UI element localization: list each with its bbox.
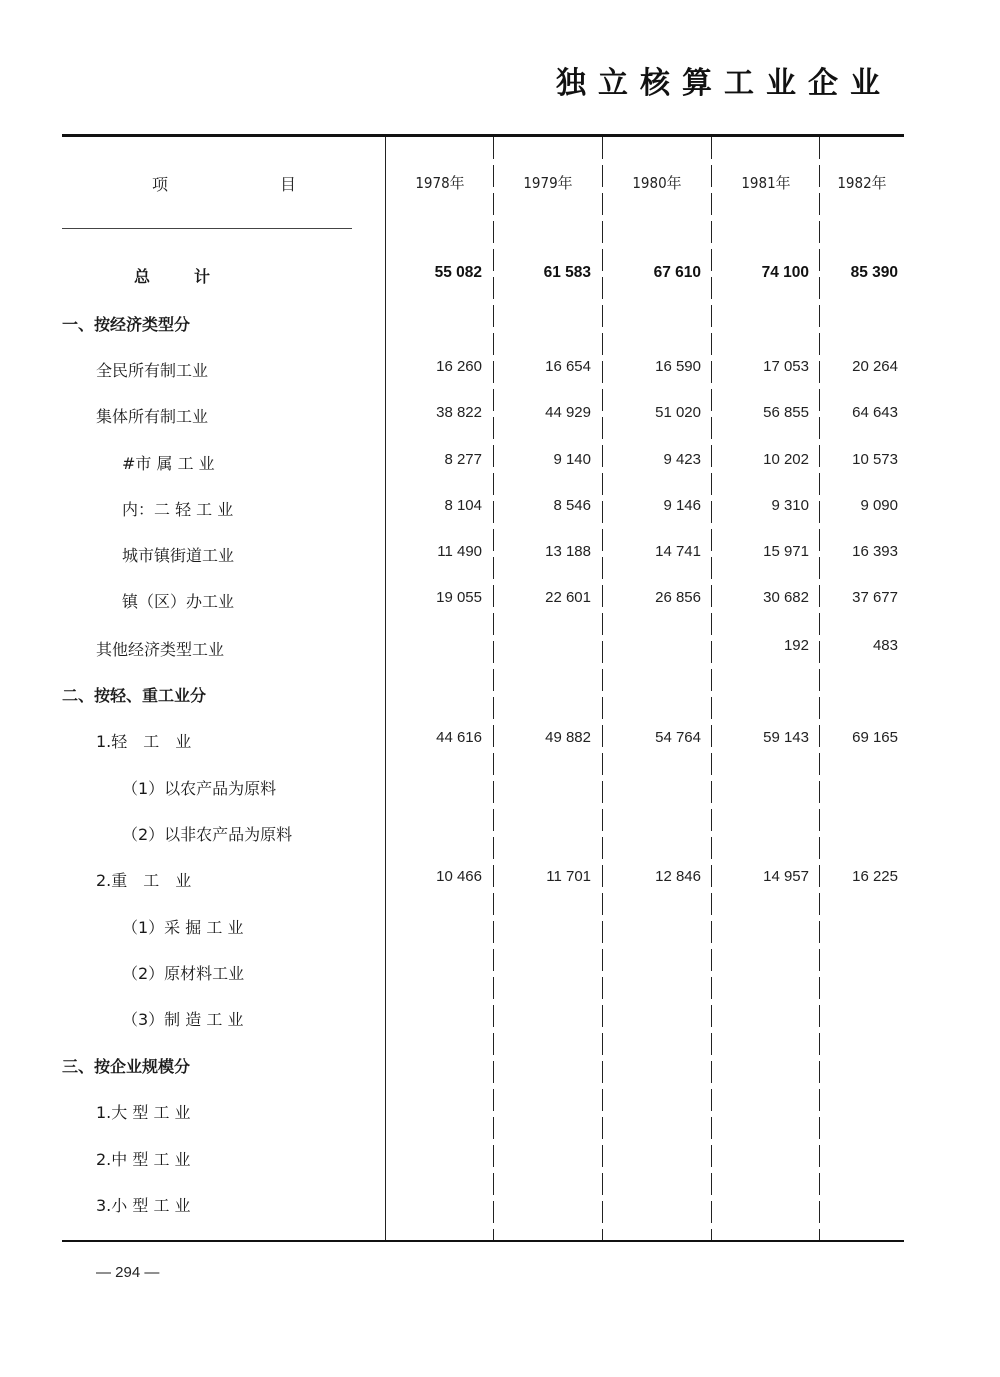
table-row bbox=[0, 543, 1000, 573]
row-label: （1）采 掘 工 业 bbox=[122, 918, 244, 937]
row-value: 44 616 bbox=[436, 729, 482, 746]
row-value: 10 202 bbox=[763, 451, 809, 468]
row-value: 8 546 bbox=[553, 497, 591, 514]
row-label: 二、按轻、重工业分 bbox=[62, 686, 207, 705]
row-label: （1）以农产品为原料 bbox=[122, 779, 277, 798]
row-label: （2）以非农产品为原料 bbox=[122, 825, 293, 844]
header-item-label: 目 bbox=[280, 175, 297, 194]
table-row bbox=[0, 1193, 1000, 1223]
row-label: 镇（区）办工业 bbox=[122, 592, 235, 611]
row-value: 8 277 bbox=[444, 451, 482, 468]
row-label: 2.中 型 工 业 bbox=[96, 1150, 191, 1169]
row-value: 13 188 bbox=[545, 543, 591, 560]
row-label: 1.轻 工 业 bbox=[96, 732, 192, 751]
table-row bbox=[0, 589, 1000, 619]
table-row bbox=[0, 497, 1000, 527]
row-label: 城市镇街道工业 bbox=[122, 546, 235, 565]
table-row bbox=[0, 729, 1000, 759]
table-row bbox=[0, 264, 1000, 294]
row-value: 30 682 bbox=[763, 589, 809, 606]
header-separator bbox=[62, 228, 352, 229]
row-value: 20 264 bbox=[852, 358, 898, 375]
year-header: 1978年 bbox=[415, 174, 465, 192]
table-row bbox=[0, 1007, 1000, 1037]
table-row bbox=[0, 1054, 1000, 1084]
row-value: 16 260 bbox=[436, 358, 482, 375]
row-value: 37 677 bbox=[852, 589, 898, 606]
row-value: 9 146 bbox=[663, 497, 701, 514]
row-label: 全民所有制工业 bbox=[96, 361, 209, 380]
row-value: 14 957 bbox=[763, 868, 809, 885]
row-label: 集体所有制工业 bbox=[96, 407, 209, 426]
row-value: 9 090 bbox=[860, 497, 898, 514]
row-label: #市 属 工 业 bbox=[122, 454, 215, 473]
row-value: 74 100 bbox=[761, 264, 809, 281]
row-value: 12 846 bbox=[655, 868, 701, 885]
row-value: 8 104 bbox=[444, 497, 482, 514]
row-value: 9 310 bbox=[771, 497, 809, 514]
row-value: 483 bbox=[872, 637, 898, 654]
row-value: 69 165 bbox=[852, 729, 898, 746]
table-row bbox=[0, 637, 1000, 667]
row-value: 16 590 bbox=[655, 358, 701, 375]
table-row bbox=[0, 1100, 1000, 1130]
row-value: 38 822 bbox=[436, 404, 482, 421]
row-value: 192 bbox=[783, 637, 809, 654]
row-value: 17 053 bbox=[763, 358, 809, 375]
table-row bbox=[0, 312, 1000, 342]
row-value: 16 225 bbox=[852, 868, 898, 885]
table-row bbox=[0, 868, 1000, 898]
table-top-rule bbox=[62, 134, 904, 137]
table-row bbox=[0, 451, 1000, 481]
year-header: 1982年 bbox=[837, 174, 887, 192]
table-row bbox=[0, 358, 1000, 388]
row-label: （2）原材料工业 bbox=[122, 964, 245, 983]
row-value: 9 140 bbox=[553, 451, 591, 468]
row-value: 11 490 bbox=[437, 543, 482, 560]
row-value: 9 423 bbox=[663, 451, 701, 468]
row-label: 2.重 工 业 bbox=[96, 871, 192, 890]
table-row bbox=[0, 915, 1000, 945]
row-label: 其他经济类型工业 bbox=[96, 640, 225, 659]
row-value: 19 055 bbox=[436, 589, 482, 606]
row-value: 49 882 bbox=[545, 729, 591, 746]
row-value: 10 466 bbox=[436, 868, 482, 885]
row-value: 85 390 bbox=[850, 264, 898, 281]
page-title: 独立核算工业企业 bbox=[556, 66, 892, 101]
page-number: — 294 — bbox=[96, 1264, 160, 1281]
table-row bbox=[0, 822, 1000, 852]
row-value: 61 583 bbox=[543, 264, 591, 281]
table-bottom-rule bbox=[62, 1240, 904, 1242]
row-value: 14 741 bbox=[655, 543, 701, 560]
row-value: 67 610 bbox=[653, 264, 701, 281]
row-value: 15 971 bbox=[763, 543, 809, 560]
table-row bbox=[0, 961, 1000, 991]
row-value: 54 764 bbox=[655, 729, 701, 746]
row-value: 51 020 bbox=[655, 404, 701, 421]
row-value: 11 701 bbox=[546, 868, 591, 885]
table-row bbox=[0, 776, 1000, 806]
row-label: 一、按经济类型分 bbox=[62, 315, 191, 334]
row-value: 55 082 bbox=[434, 264, 482, 281]
row-label: 内：二 轻 工 业 bbox=[122, 500, 234, 519]
row-label: （3）制 造 工 业 bbox=[122, 1010, 244, 1029]
row-value: 64 643 bbox=[852, 404, 898, 421]
row-label: 三、按企业规模分 bbox=[62, 1057, 191, 1076]
row-label: 3.小 型 工 业 bbox=[96, 1196, 191, 1215]
table-row bbox=[0, 1147, 1000, 1177]
row-value: 44 929 bbox=[545, 404, 591, 421]
table-row bbox=[0, 404, 1000, 434]
year-header: 1980年 bbox=[632, 174, 682, 192]
row-value: 56 855 bbox=[763, 404, 809, 421]
row-value: 59 143 bbox=[763, 729, 809, 746]
row-label: 1.大 型 工 业 bbox=[96, 1103, 191, 1122]
row-value: 22 601 bbox=[545, 589, 591, 606]
header-item-label: 项 bbox=[152, 175, 169, 194]
row-value: 26 856 bbox=[655, 589, 701, 606]
row-label: 总 计 bbox=[134, 267, 215, 286]
table-row bbox=[0, 683, 1000, 713]
year-header: 1981年 bbox=[741, 174, 791, 192]
row-value: 10 573 bbox=[852, 451, 898, 468]
year-header: 1979年 bbox=[523, 174, 573, 192]
row-value: 16 393 bbox=[852, 543, 898, 560]
row-value: 16 654 bbox=[545, 358, 591, 375]
